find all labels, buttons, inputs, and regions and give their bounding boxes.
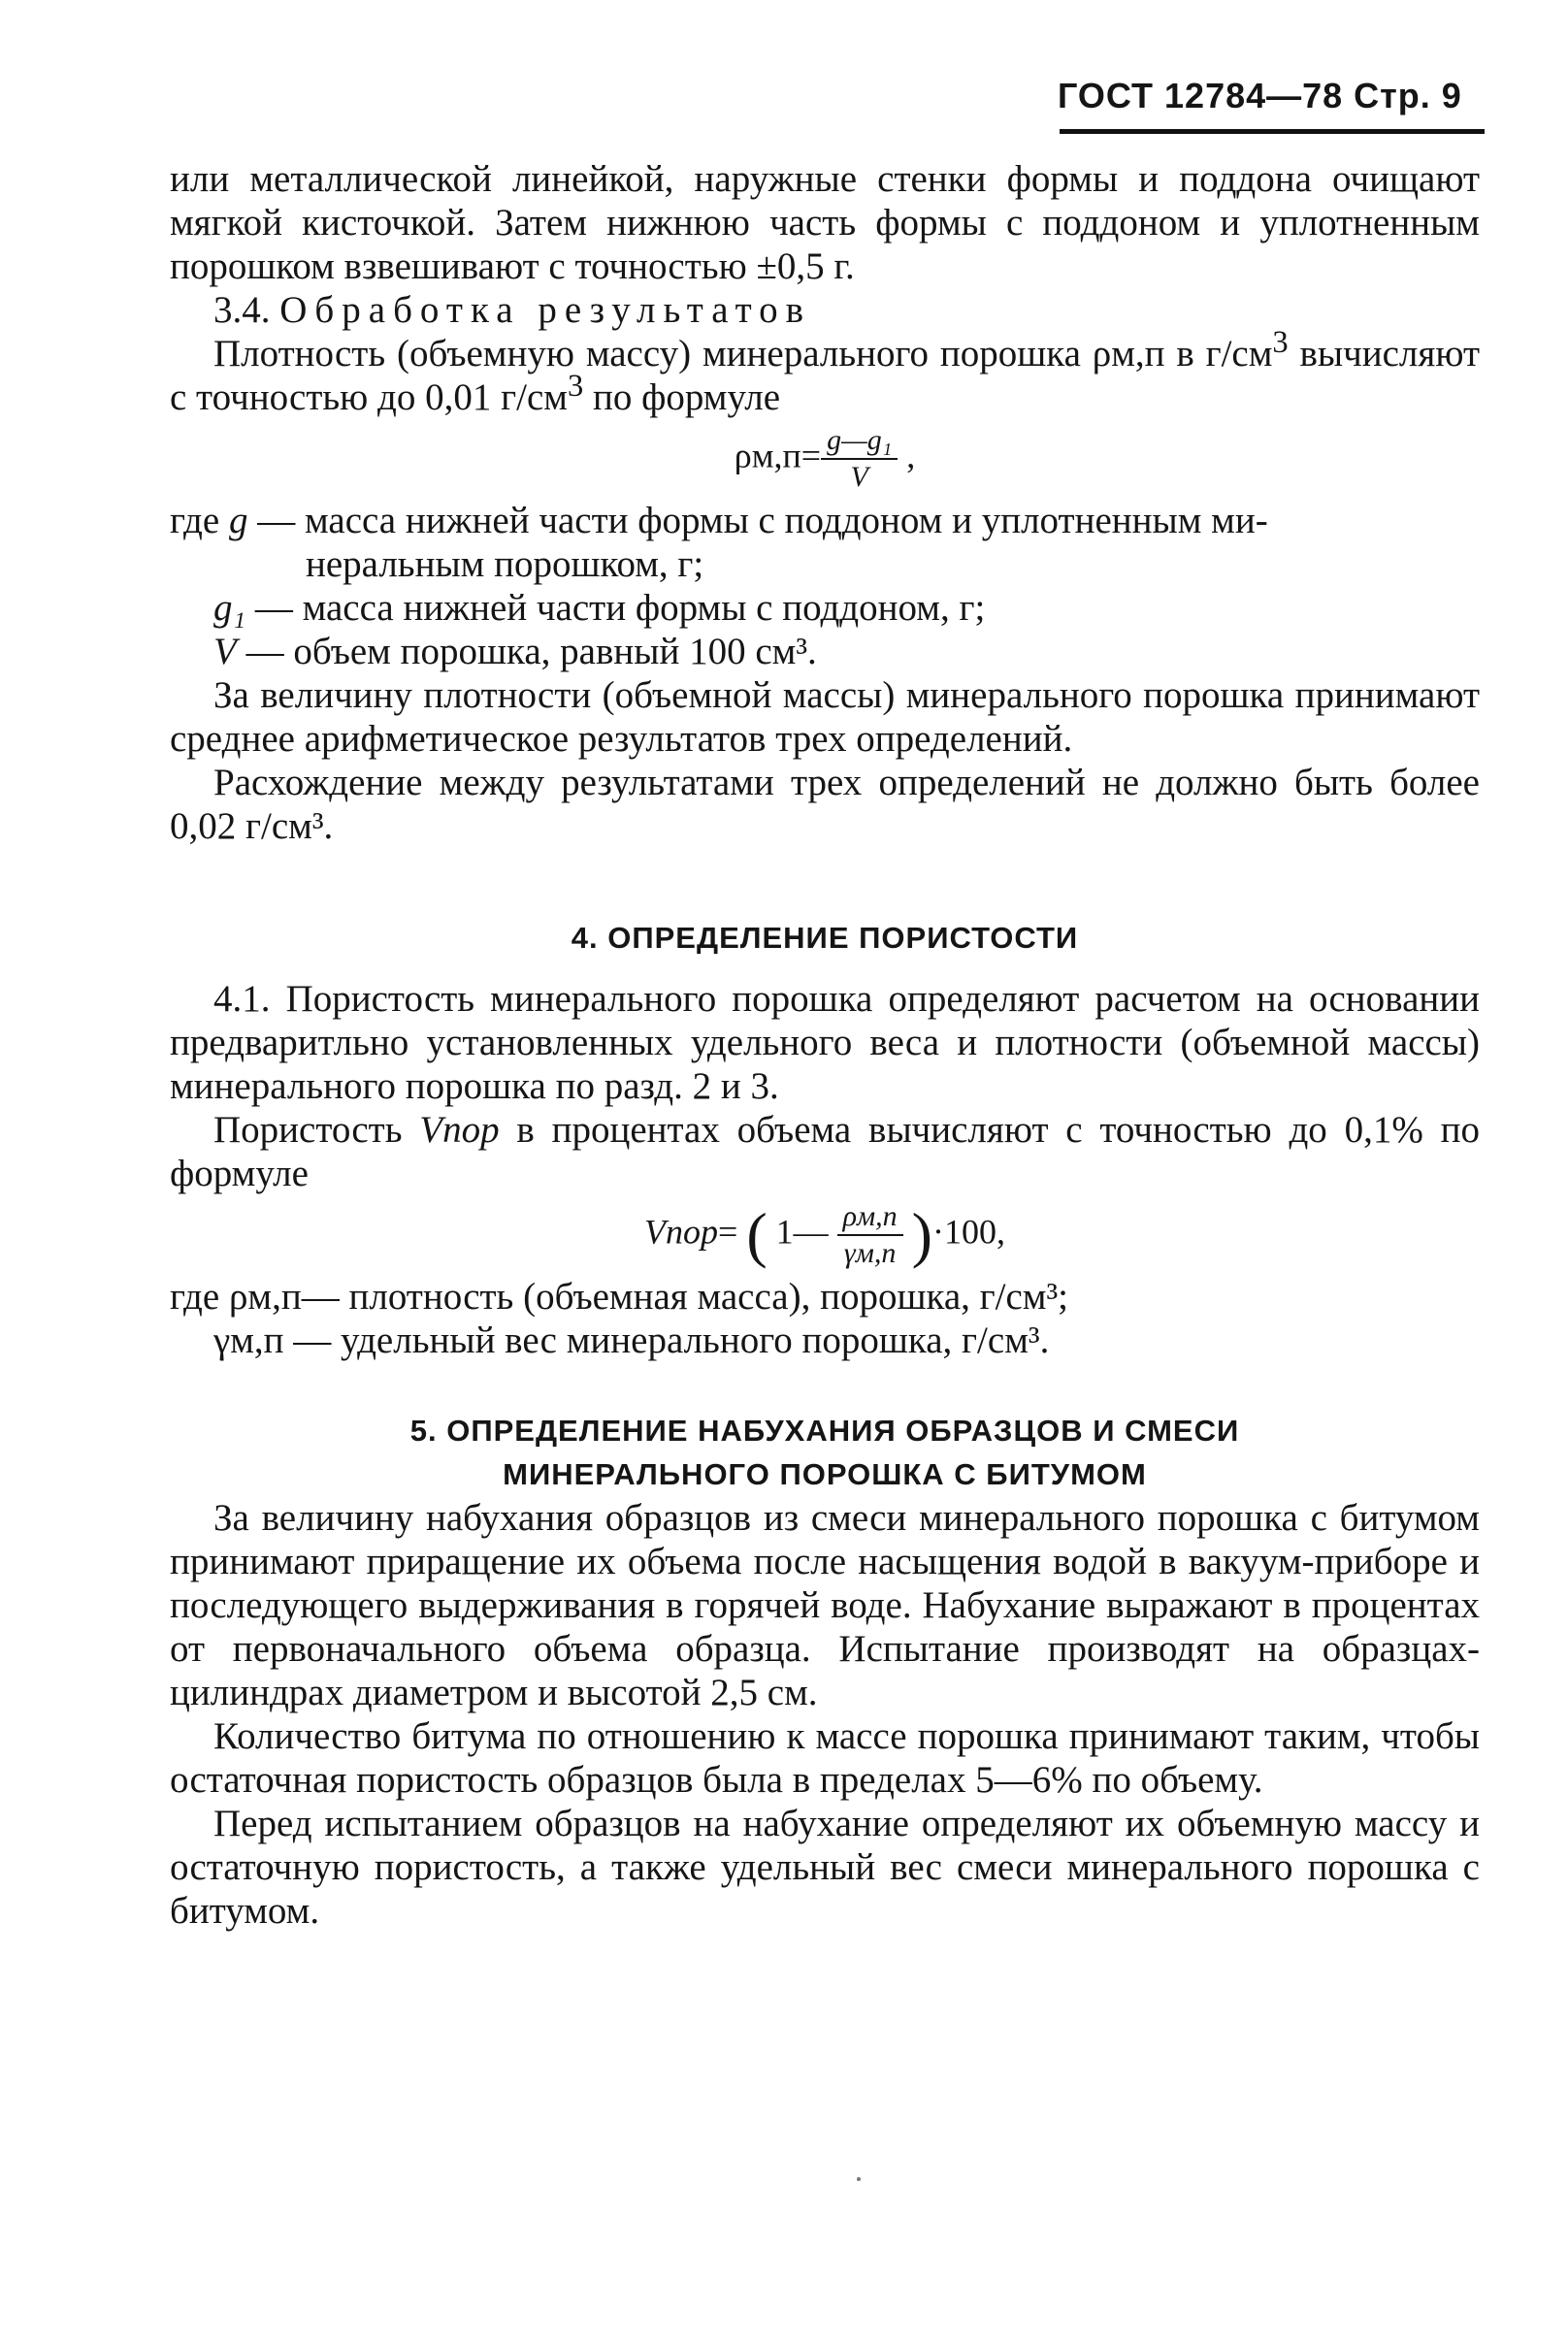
symbol: g xyxy=(228,500,248,541)
open-paren: ( xyxy=(746,1200,768,1269)
formula-one: 1— xyxy=(775,1212,829,1252)
paragraph-density xyxy=(170,325,1480,419)
density-formula xyxy=(170,425,1480,493)
close-paren: ) xyxy=(911,1200,932,1269)
text: — масса нижней части формы с поддоном и уплотненным ми- xyxy=(247,500,1268,541)
text: по формуле xyxy=(583,376,781,418)
porosity-formula xyxy=(170,1201,1480,1269)
spacer xyxy=(170,1362,1480,1409)
symbol: Vпор xyxy=(419,1109,500,1151)
denominator: V xyxy=(850,461,868,493)
formula-tail: ·100, xyxy=(931,1212,1005,1252)
superscript: 3 xyxy=(1272,325,1289,360)
formula-lhs: ρм,п xyxy=(734,436,801,475)
def-line xyxy=(170,586,1480,630)
paragraph-porosity: 4.1. Пористость минерального порошка определяют расчетом на основании предваритльно установленных удельного веса и плотности (объемной массы) минерального порошка по разд. 2 и 3. xyxy=(170,978,1480,1107)
symbol: ρм,п xyxy=(228,1276,302,1318)
def-line xyxy=(170,499,1480,542)
paragraph-swelling: За величину набухания образцов из смеси минерального порошка с битумом принимают приращение их объема после насыщения водой в вакуум-приборе и последующего выдерживания в горячей воде. Набухание выражают в процентах от первоначального объема образца. Испытание производят на образцах-цилиндрах диаметром и высотой 2,5 см. xyxy=(170,1497,1480,1713)
text: где xyxy=(170,500,229,541)
formula-eq: = xyxy=(718,1212,738,1252)
text: — плотность (объемная масса), порошка, г/см³; xyxy=(301,1276,1068,1318)
def-line xyxy=(170,630,1480,673)
header-rule xyxy=(1060,129,1485,134)
symbol: g₁ xyxy=(213,587,246,629)
symbol: γм,п xyxy=(213,1320,284,1361)
symbol: ρм,п xyxy=(1092,333,1165,375)
paragraph-before-test: Перед испытанием образцов на набухание определяют их объемную массу и остаточную пористость, а также удельный вес смеси минерального порошка с битумом. xyxy=(170,1803,1480,1932)
numerator: g—g₁ xyxy=(821,425,898,460)
text: в г/см xyxy=(1164,333,1273,375)
section-4-heading: 4. ОПРЕДЕЛЕНИЕ ПОРИСТОСТИ xyxy=(571,921,1079,955)
definitions-1 xyxy=(170,499,1480,673)
def-line xyxy=(170,1319,1480,1362)
text: вычисляют с точностью до 0,01 г/см xyxy=(170,333,1480,418)
section-title: Обработка результатов xyxy=(279,289,812,331)
formula-lhs: Vпор xyxy=(644,1212,718,1252)
text: — удельный вес минерального порошка, г/см³. xyxy=(283,1320,1050,1361)
fraction xyxy=(821,425,898,493)
text: Плотность (объемную массу) минерального порошка xyxy=(213,333,1093,375)
def-line xyxy=(170,1275,1480,1319)
formula-tail: , xyxy=(898,436,916,475)
text: Пористость xyxy=(213,1109,420,1151)
text: — масса нижней части формы с поддоном, г; xyxy=(245,587,986,629)
text: — объем порошка, равный 100 см³. xyxy=(236,631,817,672)
paragraph-porosity-formula-intro xyxy=(170,1108,1480,1195)
superscript: 3 xyxy=(567,369,584,404)
def-line: неральным порошком, г; xyxy=(306,543,704,585)
fraction xyxy=(837,1201,903,1269)
definitions-2 xyxy=(170,1275,1480,1362)
symbol: V xyxy=(213,631,237,672)
numerator: ρм,п xyxy=(837,1201,903,1236)
heading-line-1: 5. ОПРЕДЕЛЕНИЕ НАБУХАНИЯ ОБРАЗЦОВ И СМЕСИ xyxy=(409,1414,1240,1448)
formula-eq: = xyxy=(800,436,822,475)
text-column xyxy=(170,157,1480,1933)
paragraph-average: За величину плотности (объемной массы) минерального порошка принимают среднее арифметическое результатов трех определений. xyxy=(170,674,1480,760)
paragraph-continuation: или металлической линейкой, наружные стенки формы и поддона очищают мягкой кисточкой. Затем нижнюю часть формы с поддоном и уплотненным порошком взвешивают с точностью ±0,5 г. xyxy=(170,158,1480,287)
spacer xyxy=(170,848,1480,916)
text: в процентах объема вычисляют с точностью до 0,1% по формуле xyxy=(170,1109,1480,1194)
text: где xyxy=(170,1276,229,1318)
spacer xyxy=(170,960,1480,977)
heading-line-2: МИНЕРАЛЬНОГО ПОРОШКА С БИТУМОМ xyxy=(503,1457,1147,1491)
section-number: 3.4. xyxy=(213,289,271,331)
paragraph-bitumen-amount: Количество битума по отношению к массе порошка принимают таким, чтобы остаточная пористость образцов была в пределах 5—6% по объему. xyxy=(170,1715,1480,1801)
page-header: ГОСТ 12784—78 Стр. 9 xyxy=(1058,76,1462,115)
scan-speck xyxy=(857,2177,861,2181)
paragraph-tolerance: Расхождение между результатами трех определений не должно быть более 0,02 г/см³. xyxy=(170,762,1480,847)
section-5-heading xyxy=(170,1409,1480,1496)
denominator: γм,п xyxy=(843,1237,897,1269)
